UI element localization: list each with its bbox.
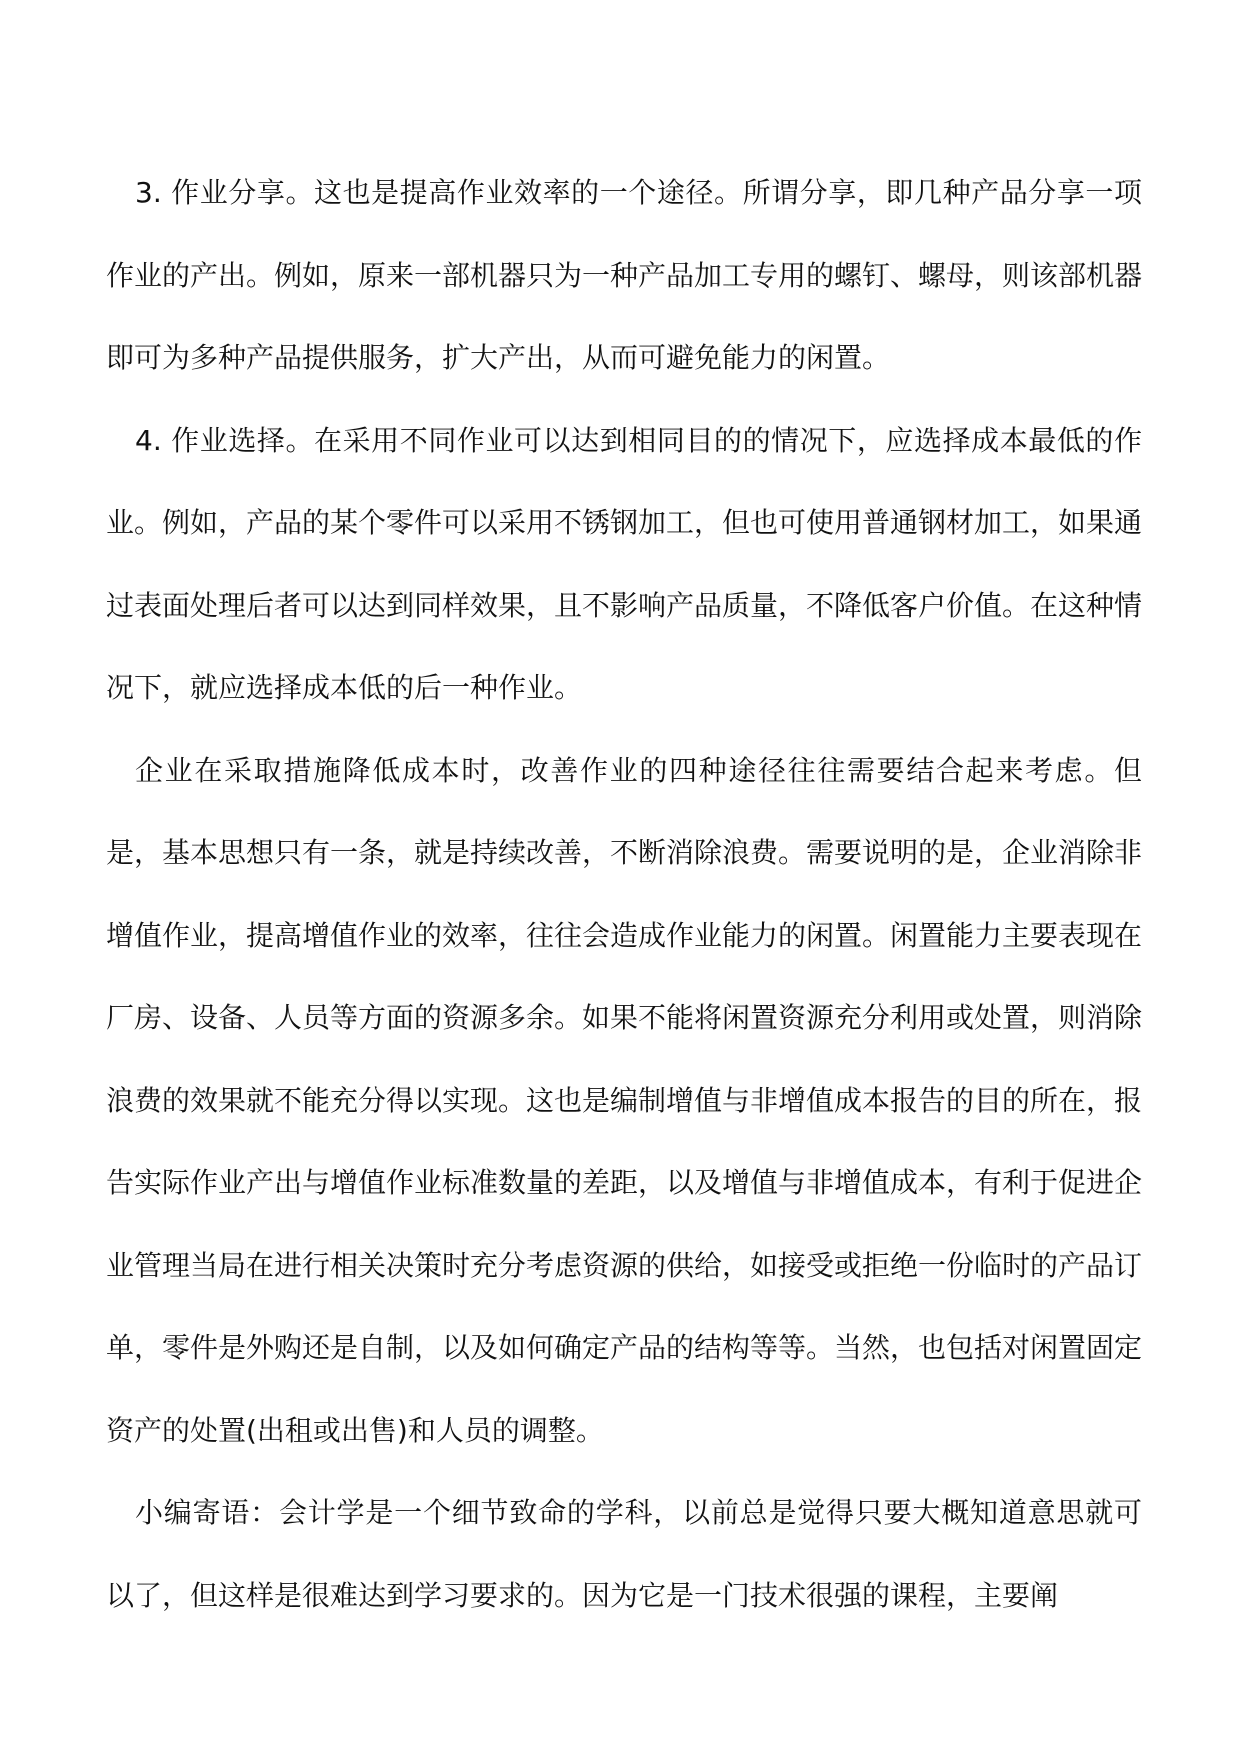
paragraph-activity-sharing: 3. 作业分享。这也是提高作业效率的一个途径。所谓分享，即几种产品分享一项作业的产出。例如，原来一部机器只为一种产品加工专用的螺钉、螺母，则该部机器即可为多种产品提供服务，扩大产出，从而可避免能力的闲置。 xyxy=(106,176,1143,374)
paragraph-editor-note: 小编寄语：会计学是一个细节致命的学科，以前总是觉得只要大概知道意思就可以了，但这样是很难达到学习要求的。因为它是一门技术很强的课程，主要阐 xyxy=(106,1496,1142,1612)
paragraph-activity-selection: 4. 作业选择。在采用不同作业可以达到相同目的的情况下，应选择成本最低的作业。例如，产品的某个零件可以采用不锈钢加工，但也可使用普通钢材加工，如果通过表面处理后者可以达到同样效果，且不影响产品质量，不降低客户价值。在这种情况下，就应选择成本低的后一种作业。 xyxy=(106,423,1143,704)
document-body xyxy=(106,152,1142,1637)
paragraph-cost-reduction: 企业在采取措施降低成本时，改善作业的四种途径往往需要结合起来考虑。但是，基本思想只有一条，就是持续改善，不断消除浪费。需要说明的是，企业消除非增值作业，提高增值作业的效率，往往会造成作业能力的闲置。闲置能力主要表现在厂房、设备、人员等方面的资源多余。如果不能将闲置资源充分利用或处置，则消除浪费的效果就不能充分得以实现。这也是编制增值与非增值成本报告的目的所在，报告实际作业产出与增值作业标准数量的差距，以及增值与非增值成本，有利于促进企业管理当局在进行相关决策时充分考虑资源的供给，如接受或拒绝一份临时的产品订单，零件是外购还是自制，以及如何确定产品的结构等等。当然，也包括对闲置固定资产的处置(出租或出售)和人员的调整。 xyxy=(106,753,1143,1447)
